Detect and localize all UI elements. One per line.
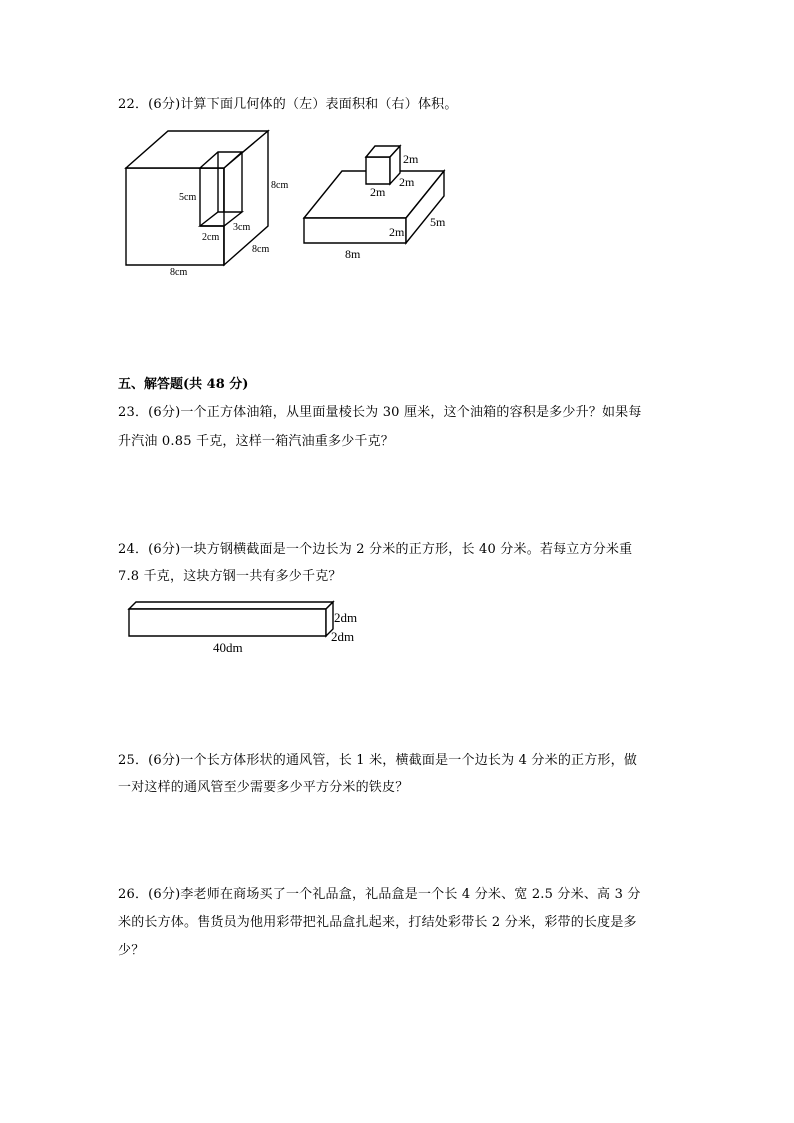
question-25-line-1: 25．(6分)一个长方体形状的通风管，长 1 米，横截面是一个边长为 4 分米的正方形，做: [118, 753, 638, 768]
label-bar-depth: 2dm: [331, 629, 355, 644]
label-height: 8cm: [271, 180, 289, 191]
small-cube-front-face: [366, 157, 390, 184]
label-cube-width: 2m: [370, 185, 386, 199]
label-cube-height: 2m: [403, 152, 419, 166]
label-notch-width: 2cm: [202, 232, 220, 243]
label-cube-depth: 2m: [399, 175, 415, 189]
q24-bar-figure: [120, 596, 370, 658]
label-bar-length: 40dm: [213, 640, 243, 655]
question-25-line-2: 一对这样的通风管至少需要多少平方分米的铁皮？: [118, 780, 409, 795]
question-26-line-3: 少？: [118, 943, 145, 958]
label-depth: 8cm: [252, 244, 270, 255]
q22-right-figure: [300, 140, 460, 265]
question-23-line-2: 升汽油 0.85 千克，这样一箱汽油重多少千克？: [118, 434, 395, 449]
q22-left-figure: [118, 128, 308, 278]
label-base-height: 2m: [389, 225, 405, 239]
question-24-line-1: 24．(6分)一块方钢横截面是一个边长为 2 分米的正方形，长 40 分米。若每立方分米重: [118, 542, 633, 557]
label-bar-height: 2dm: [334, 610, 358, 625]
question-26-line-1: 26．(6分)李老师在商场买了一个礼品盒，礼品盒是一个长 4 分米、宽 2.5 分米、高 3 分: [118, 887, 641, 902]
label-base-depth: 5m: [430, 215, 446, 229]
label-notch-height: 5cm: [179, 192, 197, 203]
question-23-line-1: 23．(6分)一个正方体油箱，从里面量棱长为 30 厘米，这个油箱的容积是多少升？如果每: [118, 405, 642, 420]
left-cube-front-face: [126, 168, 224, 265]
bar-top-face: [129, 602, 333, 609]
question-24-line-2: 7.8 千克，这块方钢一共有多少千克？: [118, 569, 342, 584]
question-22-text: 22．(6分)计算下面几何体的（左）表面积和（右）体积。: [118, 97, 458, 112]
section-5-title: 五、解答题(共 48 分): [118, 377, 249, 392]
label-base-length: 8m: [345, 247, 361, 261]
label-notch-depth: 3cm: [233, 222, 251, 233]
question-26-line-2: 米的长方体。售货员为他用彩带把礼品盒扎起来，打结处彩带长 2 分米，彩带的长度是多: [118, 915, 637, 930]
label-width: 8cm: [170, 267, 188, 278]
bar-front-face: [129, 609, 326, 636]
